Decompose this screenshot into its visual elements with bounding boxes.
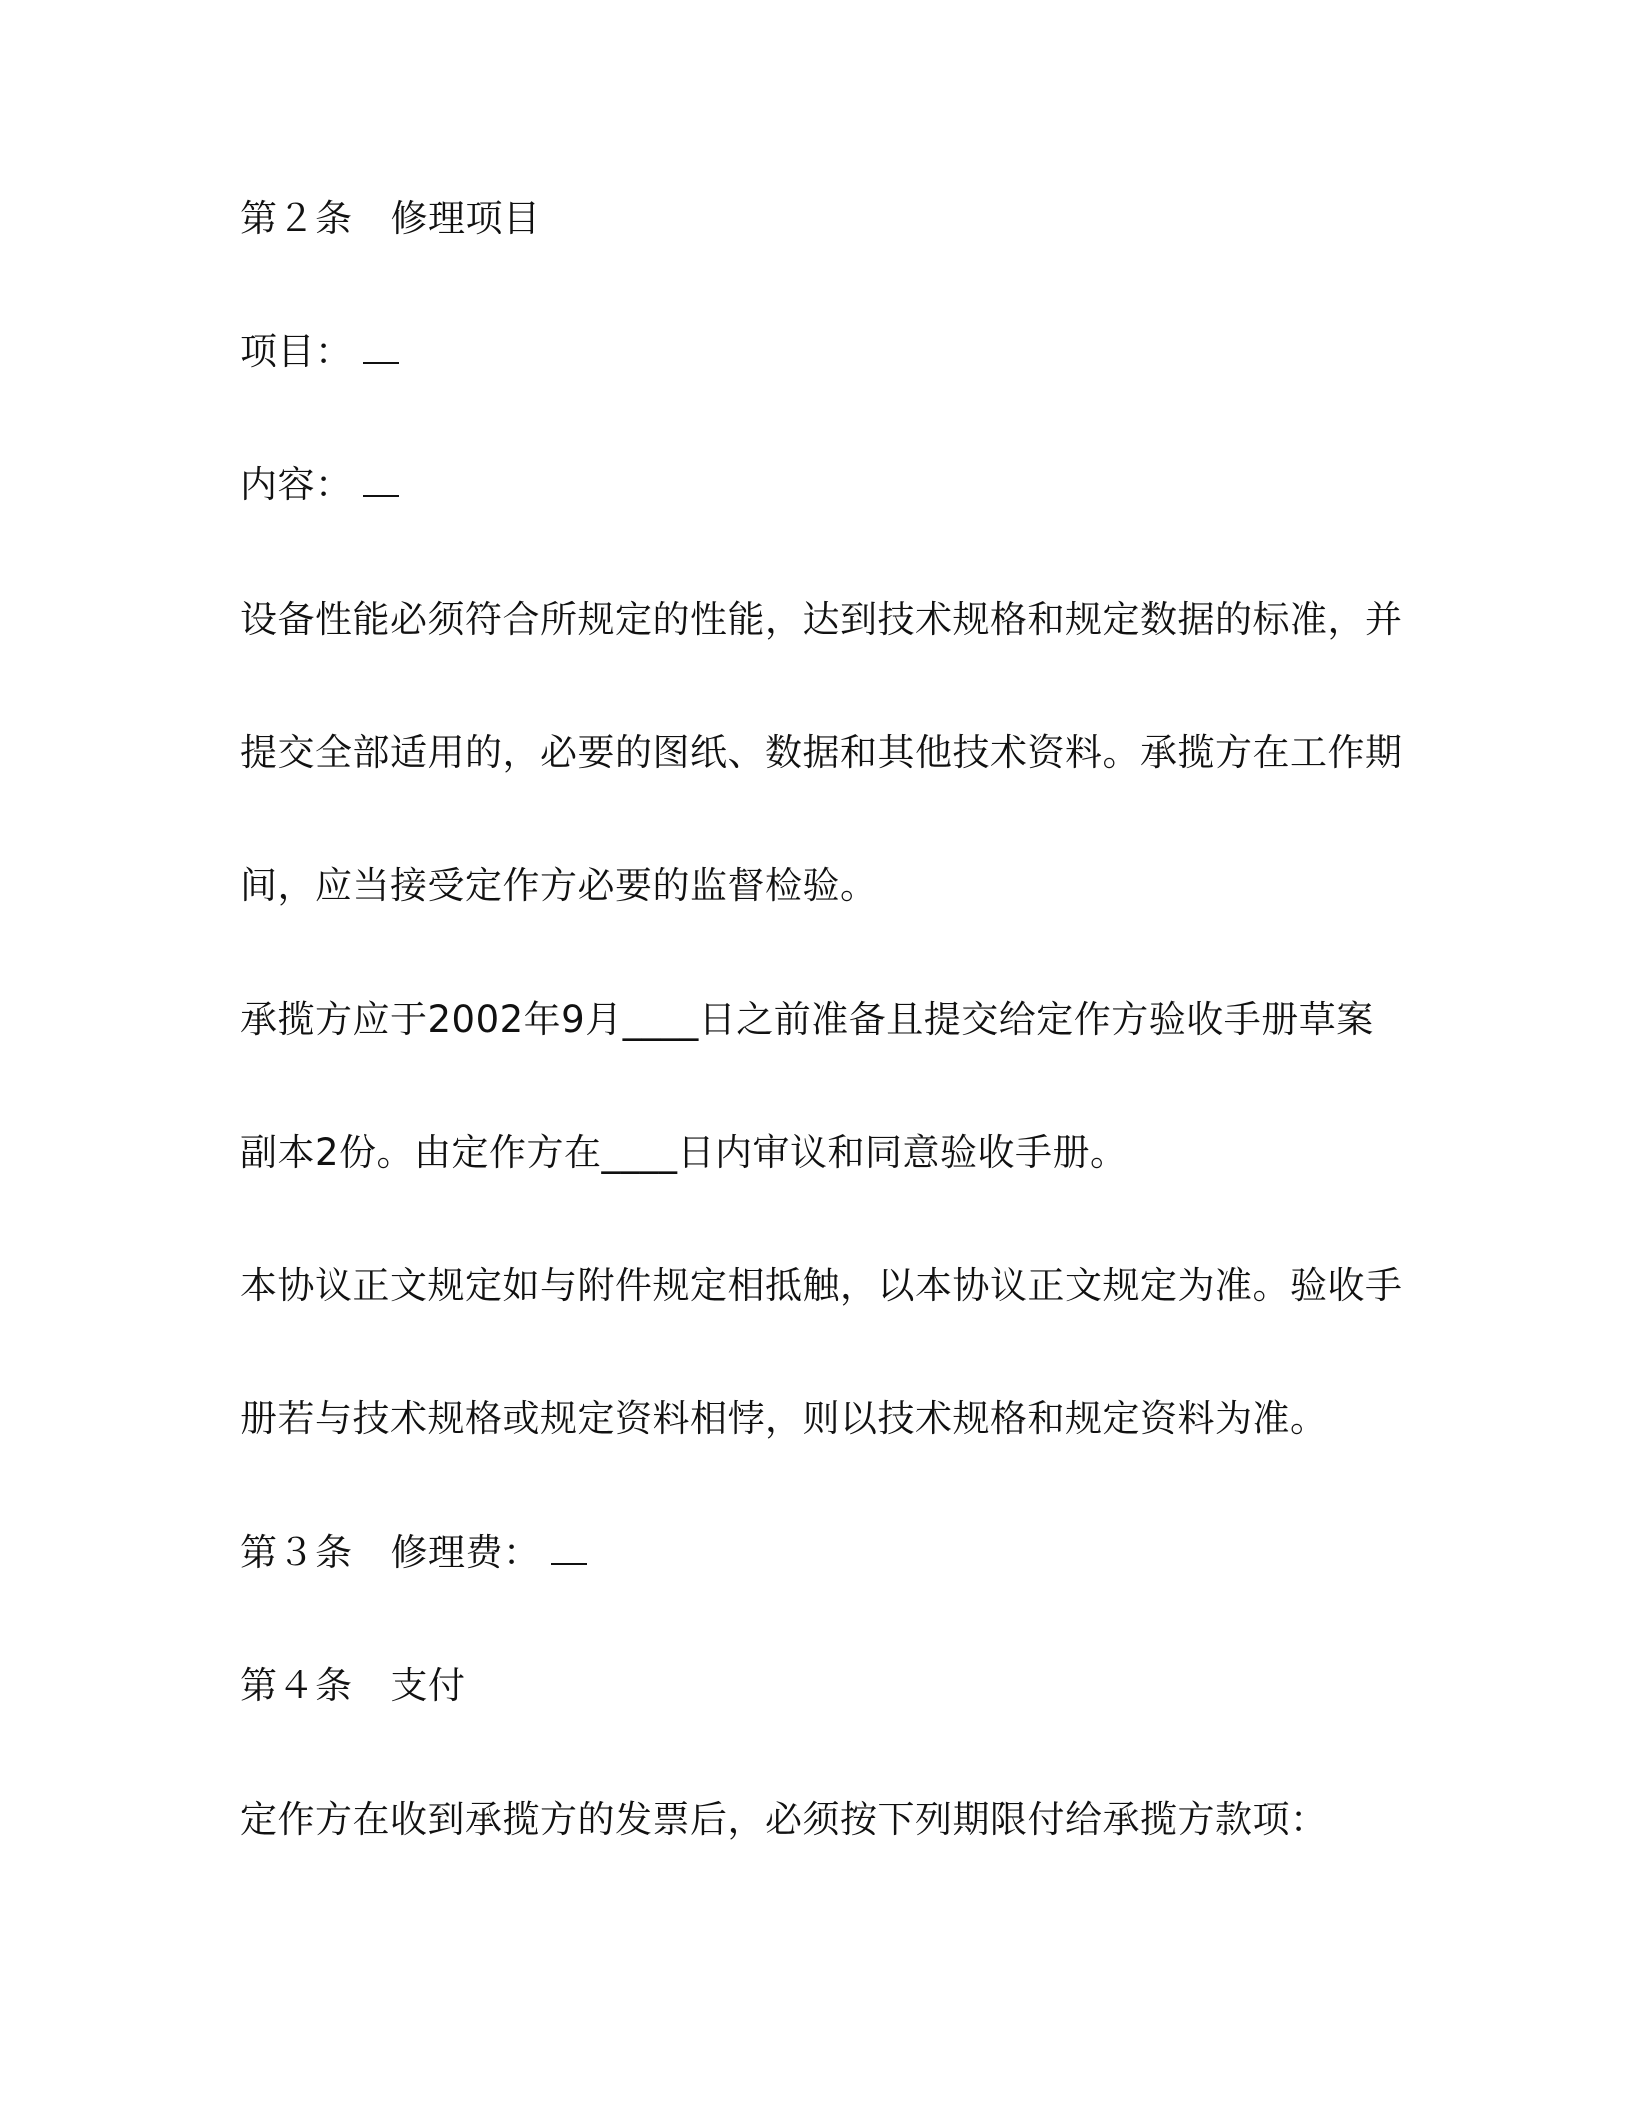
article-3-title: 修理费： bbox=[390, 1531, 541, 1574]
article-4-title: 支付 bbox=[390, 1664, 466, 1707]
paragraph-2-line-2: 副本2份。由定作方在____日内审议和同意验收手册。 bbox=[240, 1131, 1128, 1174]
paragraph-4-line-1: 定作方在收到承揽方的发票后，必须按下列期限付给承揽方款项： bbox=[240, 1798, 1328, 1841]
paragraph-2-line-1: 承揽方应于2002年9月____日之前准备且提交给定作方验收手册草案 bbox=[240, 998, 1374, 1041]
paragraph-3-line-2: 册若与技术规格或规定资料相悖，则以技术规格和规定资料为准。 bbox=[240, 1397, 1328, 1440]
article-4-heading bbox=[240, 1662, 1490, 1710]
article-4-number: 第４条 bbox=[240, 1664, 353, 1707]
item-label: 项目： bbox=[240, 330, 353, 373]
content-blank bbox=[363, 465, 399, 497]
paragraph-3-line-1: 本协议正文规定如与附件规定相抵触，以本协议正文规定为准。验收手 bbox=[240, 1264, 1403, 1307]
content-field bbox=[240, 461, 1490, 509]
paragraph-1-line-1: 设备性能必须符合所规定的性能，达到技术规格和规定数据的标准，并 bbox=[240, 598, 1403, 641]
paragraph-1-line-2: 提交全部适用的，必要的图纸、数据和其他技术资料。承揽方在工作期 bbox=[240, 731, 1403, 774]
article-3-number: 第３条 bbox=[240, 1531, 353, 1574]
article-3-heading bbox=[240, 1529, 1490, 1577]
repair-fee-blank bbox=[551, 1533, 587, 1565]
item-blank bbox=[363, 332, 399, 364]
content-label: 内容： bbox=[240, 463, 353, 506]
article-2-number: 第２条 bbox=[240, 197, 353, 240]
article-2-title: 修理项目 bbox=[390, 197, 541, 240]
article-2-heading bbox=[240, 195, 1490, 243]
paragraph-1-line-3: 间，应当接受定作方必要的监督检验。 bbox=[240, 864, 878, 907]
item-field bbox=[240, 328, 1490, 376]
